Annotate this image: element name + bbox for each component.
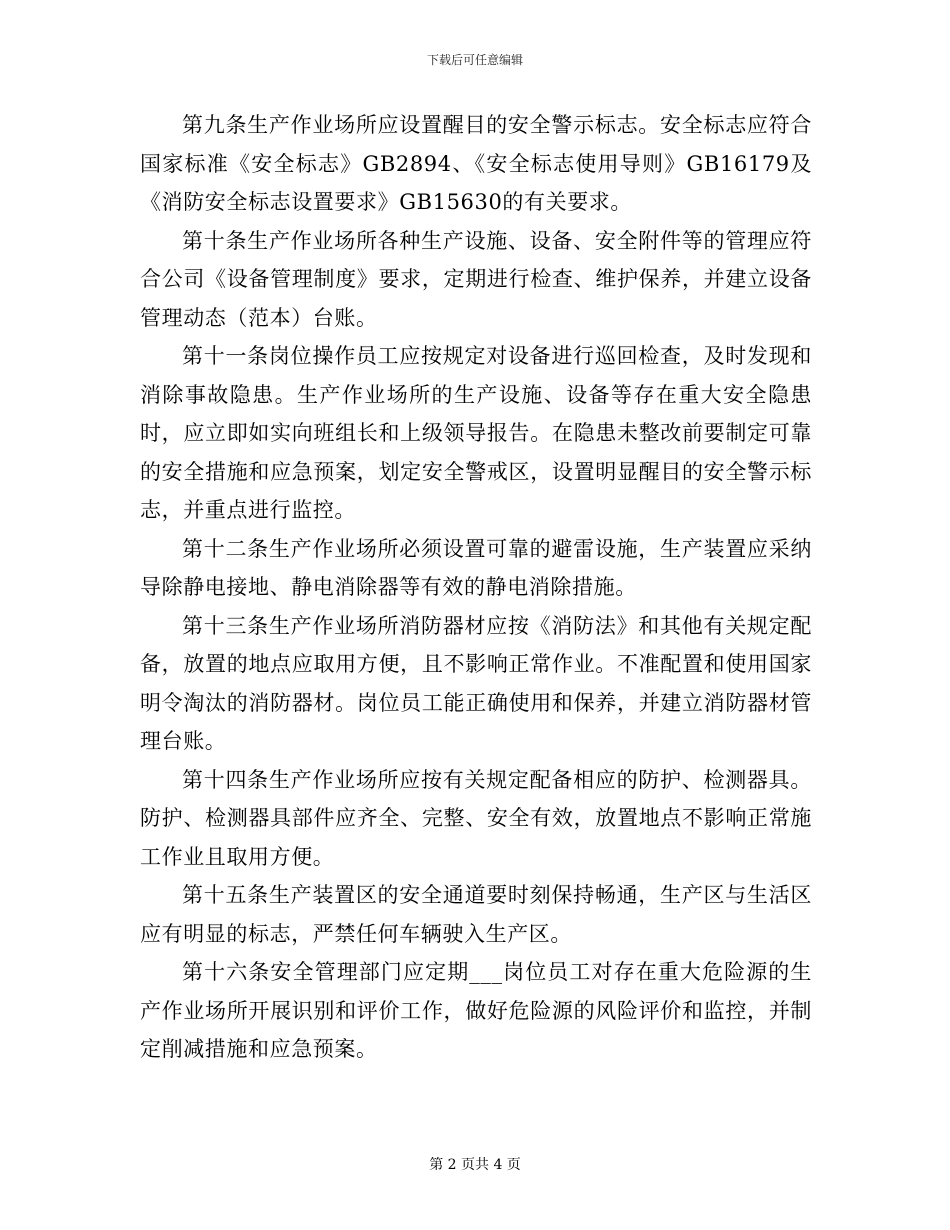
article-15-paragraph: 第十五条生产装置区的安全通道要时刻保持畅通，生产区与生活区应有明显的标志，严禁任何车辆驶入生产区。 <box>140 883 812 946</box>
article-10-paragraph: 第十条生产作业场所各种生产设施、设备、安全附件等的管理应符合公司《设备管理制度》要求，定期进行检查、维护保养，并建立设备管理动态（范本）台账。 <box>140 228 812 330</box>
article-12-paragraph: 第十二条生产作业场所必须设置可靠的避雷设施，生产装置应采纳导除静电接地、静电消除器等有效的静电消除措施。 <box>140 536 812 599</box>
page-header: 下载后可任意编辑 <box>426 53 523 67</box>
document-body <box>140 106 812 1069</box>
article-9-paragraph: 第九条生产作业场所应设置醒目的安全警示标志。安全标志应符合国家标准《安全标志》GB2894、《安全标志使用导则》GB16179及《消防安全标志设置要求》GB15630的有关要求。 <box>140 113 812 214</box>
article-16-paragraph: 第十六条安全管理部门应定期___岗位员工对存在重大危险源的生产作业场所开展识别和评价工作，做好危险源的风险评价和监控，并制定削减措施和应急预案。 <box>140 960 812 1061</box>
article-11-paragraph: 第十一条岗位操作员工应按规定对设备进行巡回检查，及时发现和消除事故隐患。生产作业场所的生产设施、设备等存在重大安全隐患时，应立即如实向班组长和上级领导报告。在隐患未整改前要制定可靠的安全措施和应急预案，划定安全警戒区，设置明显醒目的安全警示标志，并重点进行监控。 <box>140 344 812 522</box>
article-13-paragraph: 第十三条生产作业场所消防器材应按《消防法》和其他有关规定配备，放置的地点应取用方便，且不影响正常作业。不准配置和使用国家明令淘汰的消防器材。岗位员工能正确使用和保养，并建立消防器材管理台账。 <box>140 613 812 753</box>
page-number-footer: 第 2 页共 4 页 <box>429 1157 521 1173</box>
article-14-paragraph: 第十四条生产作业场所应按有关规定配备相应的防护、检测器具。防护、检测器具部件应齐全、完整、安全有效，放置地点不影响正常施工作业且取用方便。 <box>140 767 812 869</box>
